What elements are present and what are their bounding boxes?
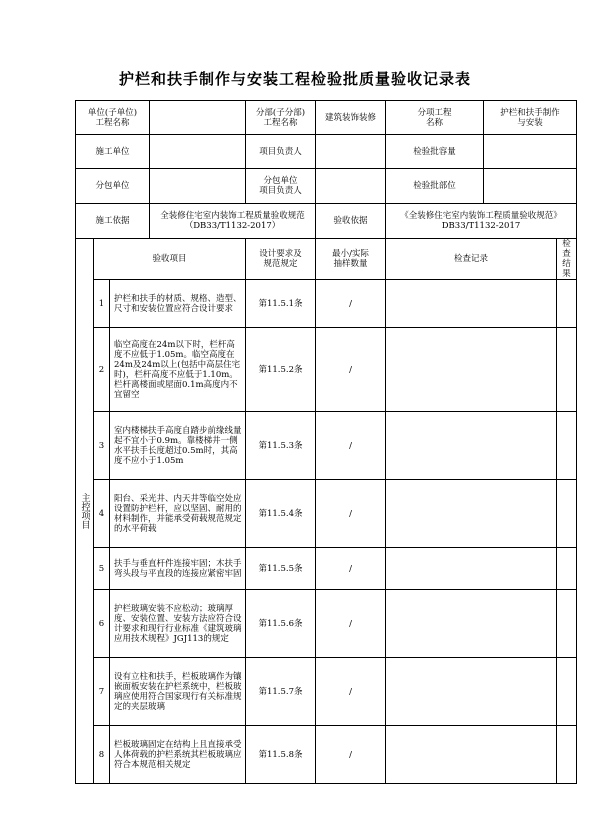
row-result[interactable] (557, 726, 577, 784)
unit-name-value[interactable] (150, 101, 246, 135)
table-row (76, 590, 577, 658)
row-record[interactable] (386, 480, 557, 548)
row-result[interactable] (557, 548, 577, 590)
col-sample-header: 最小/实际 抽样数量 (316, 239, 386, 280)
row-sample[interactable]: / (316, 412, 386, 480)
section-label-cell (76, 239, 94, 784)
construction-unit-value[interactable] (150, 135, 246, 169)
header-row-unit (76, 101, 577, 135)
row-requirement: 设有立柱和扶手，栏板玻璃作为镶嵌面板安装在护栏系统中，栏板玻璃应使用符合国家现行有关标准规定的夹层玻璃 (110, 658, 246, 726)
header-row-subcontractor (76, 169, 577, 204)
unit-name-label: 单位(子单位) 工程名称 (76, 101, 150, 135)
project-manager-value[interactable] (316, 135, 386, 169)
acceptance-basis-label: 验收依据 (316, 204, 386, 239)
subcontractor-manager-label: 分包单位 项目负责人 (246, 169, 316, 204)
table-row (76, 412, 577, 480)
form-title: 护栏和扶手制作与安装工程检验批质量验收记录表 (118, 70, 471, 88)
construction-basis-value: 全装修住宅室内装饰工程质量验收规范（DB33/T1132-2017） (150, 204, 316, 239)
table-row (76, 328, 577, 412)
row-record[interactable] (386, 590, 557, 658)
row-clause: 第11.5.1条 (246, 280, 316, 328)
acceptance-basis-value: 《全装修住宅室内装饰工程质量验收规范》DB33/T1132-2017 (386, 204, 577, 239)
row-number: 3 (94, 412, 110, 480)
row-clause: 第11.5.3条 (246, 412, 316, 480)
row-requirement: 临空高度在24m以下时，栏杆高度不应低于1.05m。临空高度在24m及24m以上(包括中高层住宅时)，栏杆高度不应低于1.10m。栏杆离楼面或屋面0.1m高度内不宜留空 (110, 328, 246, 412)
row-sample[interactable]: / (316, 590, 386, 658)
row-clause: 第11.5.7条 (246, 658, 316, 726)
row-number: 4 (94, 480, 110, 548)
section-label: 主控项目 (79, 493, 90, 529)
table-row (76, 548, 577, 590)
row-clause: 第11.5.2条 (246, 328, 316, 412)
row-clause: 第11.5.8条 (246, 726, 316, 784)
row-requirement: 护栏玻璃安装不应松动；玻璃厚度、安装位置、安装方法应符合设计要求和现行行业标准《建筑玻璃应用技术规程》JGJ113的规定 (110, 590, 246, 658)
row-result[interactable] (557, 280, 577, 328)
header-row-construction (76, 135, 577, 169)
table-row (76, 726, 577, 784)
row-clause: 第11.5.6条 (246, 590, 316, 658)
row-sample[interactable]: / (316, 548, 386, 590)
row-requirement: 扶手与垂直杆件连接牢固；木扶手弯头段与平直段的连接应紧密牢固 (110, 548, 246, 590)
row-sample[interactable]: / (316, 328, 386, 412)
project-manager-label: 项目负责人 (246, 135, 316, 169)
row-record[interactable] (386, 328, 557, 412)
row-requirement: 阳台、采光井、内天井等临空处应设置防护栏杆，应以坚固、耐用的材料制作，并能承受荷载规范规定的水平荷载 (110, 480, 246, 548)
subpart-name-value[interactable]: 建筑装饰装修 (316, 101, 386, 135)
row-number: 2 (94, 328, 110, 412)
row-sample[interactable]: / (316, 658, 386, 726)
row-record[interactable] (386, 412, 557, 480)
table-row (76, 480, 577, 548)
batch-capacity-value[interactable] (484, 135, 577, 169)
col-record-header: 检查记录 (386, 239, 557, 280)
construction-basis-label: 施工依据 (76, 204, 150, 239)
row-clause: 第11.5.4条 (246, 480, 316, 548)
row-result[interactable] (557, 412, 577, 480)
row-requirement: 室内楼梯扶手高度自踏步前缘线量起不宜小于0.9m。靠楼梯井一侧水平扶手长度超过0.5m时，其高度不应小于1.05m (110, 412, 246, 480)
subcontractor-label: 分包单位 (76, 169, 150, 204)
row-sample[interactable]: / (316, 480, 386, 548)
row-number: 1 (94, 280, 110, 328)
row-clause: 第11.5.5条 (246, 548, 316, 590)
table-row (76, 658, 577, 726)
row-result[interactable] (557, 328, 577, 412)
row-record[interactable] (386, 726, 557, 784)
item-name-value[interactable]: 护栏和扶手制作 与安装 (484, 101, 577, 135)
col-result-header: 检查 结果 (557, 239, 577, 280)
row-number: 8 (94, 726, 110, 784)
row-result[interactable] (557, 658, 577, 726)
acceptance-form-table (75, 100, 577, 784)
row-number: 5 (94, 548, 110, 590)
row-requirement: 护栏和扶手的材质、规格、造型、尺寸和安装位置应符合设计要求 (110, 280, 246, 328)
col-design-header: 设计要求及 规范规定 (246, 239, 316, 280)
item-name-label: 分项工程 名称 (386, 101, 484, 135)
row-record[interactable] (386, 280, 557, 328)
subcontractor-manager-value[interactable] (316, 169, 386, 204)
row-result[interactable] (557, 480, 577, 548)
row-number: 7 (94, 658, 110, 726)
col-item-header: 验收项目 (94, 239, 246, 280)
header-row-basis (76, 204, 577, 239)
table-row (76, 280, 577, 328)
row-record[interactable] (386, 658, 557, 726)
row-sample[interactable]: / (316, 726, 386, 784)
subpart-name-label: 分部(子分部) 工程名称 (246, 101, 316, 135)
construction-unit-label: 施工单位 (76, 135, 150, 169)
row-sample[interactable]: / (316, 280, 386, 328)
subcontractor-value[interactable] (150, 169, 246, 204)
column-header-row (76, 239, 577, 280)
row-record[interactable] (386, 548, 557, 590)
batch-location-label: 检验批部位 (386, 169, 484, 204)
batch-location-value[interactable] (484, 169, 577, 204)
row-result[interactable] (557, 590, 577, 658)
batch-capacity-label: 检验批容量 (386, 135, 484, 169)
row-number: 6 (94, 590, 110, 658)
row-requirement: 栏板玻璃固定在结构上且直接承受人体荷载的护栏系统其栏板玻璃应符合本规范相关规定 (110, 726, 246, 784)
